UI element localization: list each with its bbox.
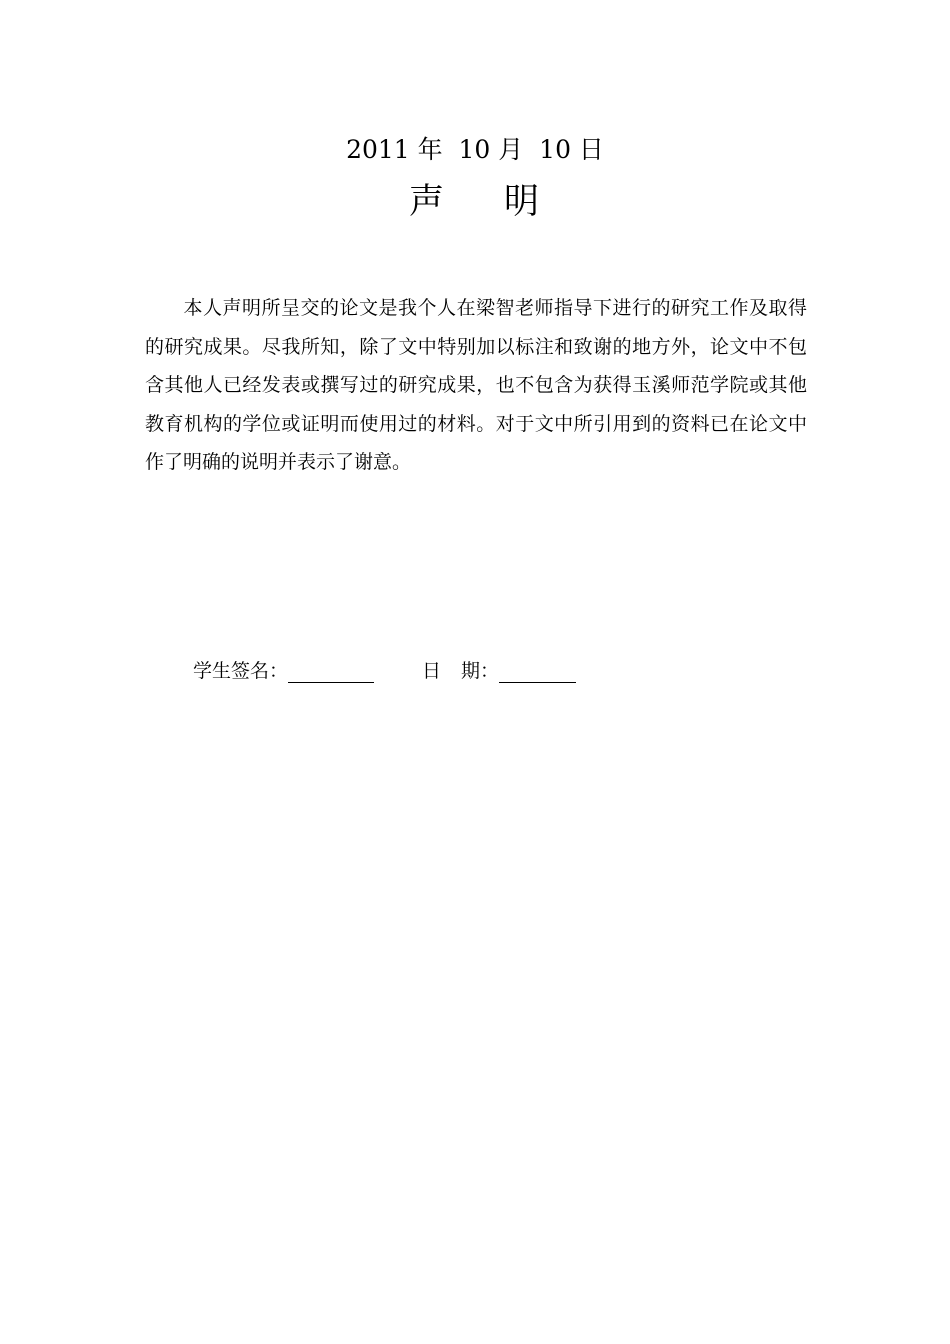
- signature-field[interactable]: [288, 660, 374, 683]
- title-char-1: 声: [408, 182, 446, 222]
- date-label: 日 期：: [422, 660, 500, 682]
- title-char-2: 明: [504, 182, 542, 222]
- declaration-text: 本人声明所呈交的论文是我个人在梁智老师指导下进行的研究工作及取得的研究成果。尽我所知，除了文中特别加以标注和致谢的地方外，论文中不包含其他人已经发表或撰写过的研究成果，也不包含为获得玉溪师范学院或其他教育机构的学位或证明而使用过的材料。对于文中所引用到的资料已在论文中作了明确的说明并表示了谢意。: [145, 297, 807, 473]
- declaration-paragraph: [145, 289, 807, 482]
- signature-label: 学生签名：: [193, 660, 289, 682]
- date-line: 2011 年 10 月 10 日: [346, 135, 604, 164]
- page-title: [0, 180, 950, 224]
- signature-row: [193, 656, 576, 686]
- date-field[interactable]: [499, 660, 576, 683]
